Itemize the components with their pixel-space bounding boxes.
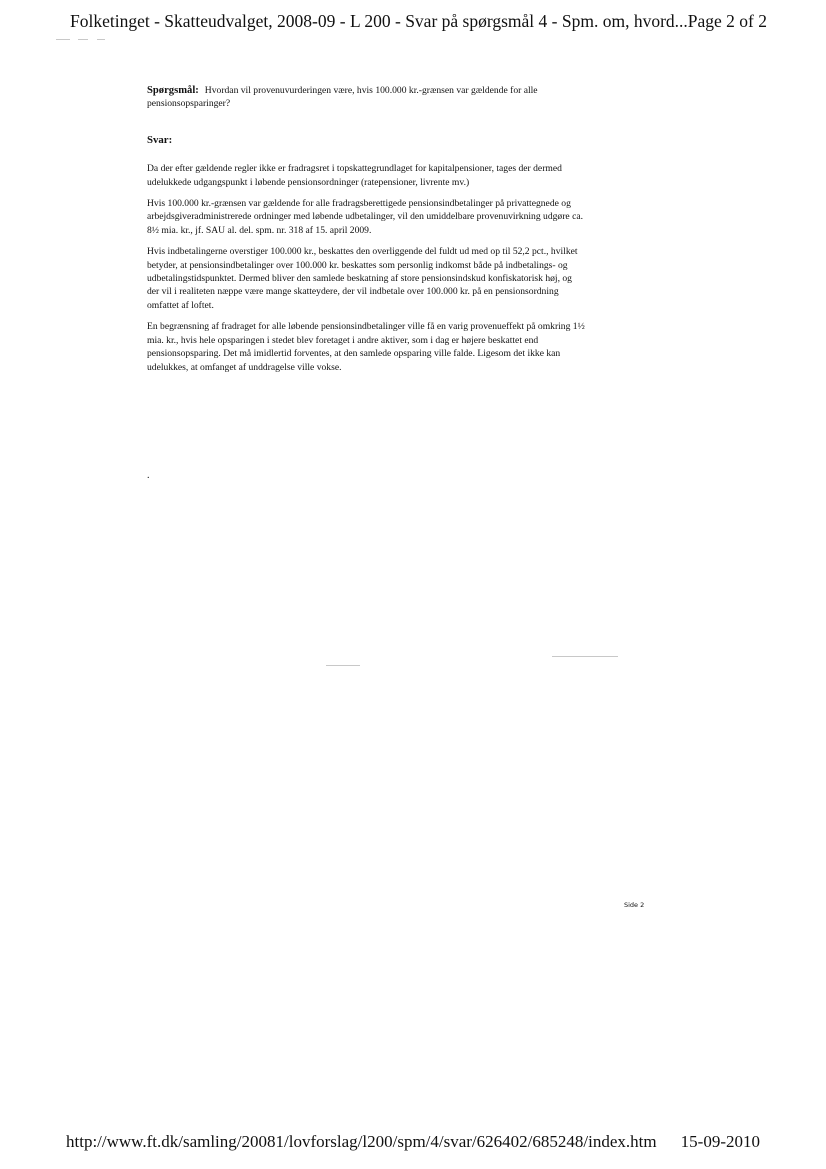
question-text: Hvordan vil provenuvurderingen være, hvis 100.000 kr.-grænsen var gældende for alle pensionsopsparinger? (147, 85, 538, 110)
scan-speck (78, 39, 88, 40)
scan-speck (552, 656, 618, 657)
footer-date: 15-09-2010 (680, 1132, 760, 1151)
answer-heading: Svar: (147, 133, 173, 146)
page-number: Side 2 (624, 901, 645, 909)
scan-speck (326, 665, 360, 666)
answer-paragraph: Da der efter gældende regler ikke er fradragsret i topskattegrundlaget for kapitalpensioner, tages der dermed udelukkede udgangspunkt i løbende pensionsordninger (ratepensioner, livrente mv.) (147, 163, 562, 188)
page-indicator: Page 2 of 2 (687, 11, 768, 31)
answer-paragraph: Hvis indbetalingerne overstiger 100.000 kr., beskattes den overliggende del fuldt ud med op til 52,2 pct., hvilket betyder, at pensionsindbetalinger over 100.000 kr. beskattes som personlig indkomst både på indbetalings- og udbetalingstidspunktet. Dermed bliver den samlede beskatning af store pensionsindskud konfiskatorisk høj, og der vil i realiteten næppe være mange skatteydere, der vil indbetale over 100.000 kr. på en pensionsordning omfattet af loftet. (147, 246, 578, 311)
scan-speck (97, 39, 105, 40)
answer-paragraph: En begrænsning af fradraget for alle løbende pensionsindbetalinger ville få en varig provenueffekt på omkring 1½ mia. kr., hvis hele opsparingen i stedet blev foretaget i andre aktiver, som i dag er højere beskattet end pensionsopsparing. Det må imidlertid forventes, at den samlede opsparing ville falde. Ligesom det ikke kan udelukkes, at omfanget af unddragelse ville vokse. (147, 321, 585, 373)
question-block (147, 84, 585, 111)
footer-url: http://www.ft.dk/samling/20081/lovforslag/l200/spm/4/svar/626402/685248/index.htm (66, 1132, 657, 1151)
trailing-mark: . (147, 470, 150, 481)
document-body (147, 84, 585, 382)
header-title: Folketinget - Skatteudvalget, 2008-09 - L 200 - Svar på spørgsmål 4 - Spm. om, hvord... (70, 11, 688, 31)
answer-paragraph: Hvis 100.000 kr.-grænsen var gældende for alle fradragsberettigede pensionsindbetalinger på privattegnede og arbejdsgiveradministrerede ordninger med løbende udbetalinger, vil den umiddelbare provenuvirkning udgøre ca. 8½ mia. kr., jf. SAU al. del. spm. nr. 318 af 15. april 2009. (147, 198, 583, 236)
browser-print-footer (66, 1130, 760, 1154)
browser-print-header (70, 8, 768, 34)
question-label: Spørgsmål: (147, 85, 199, 96)
scan-speck (56, 39, 70, 40)
